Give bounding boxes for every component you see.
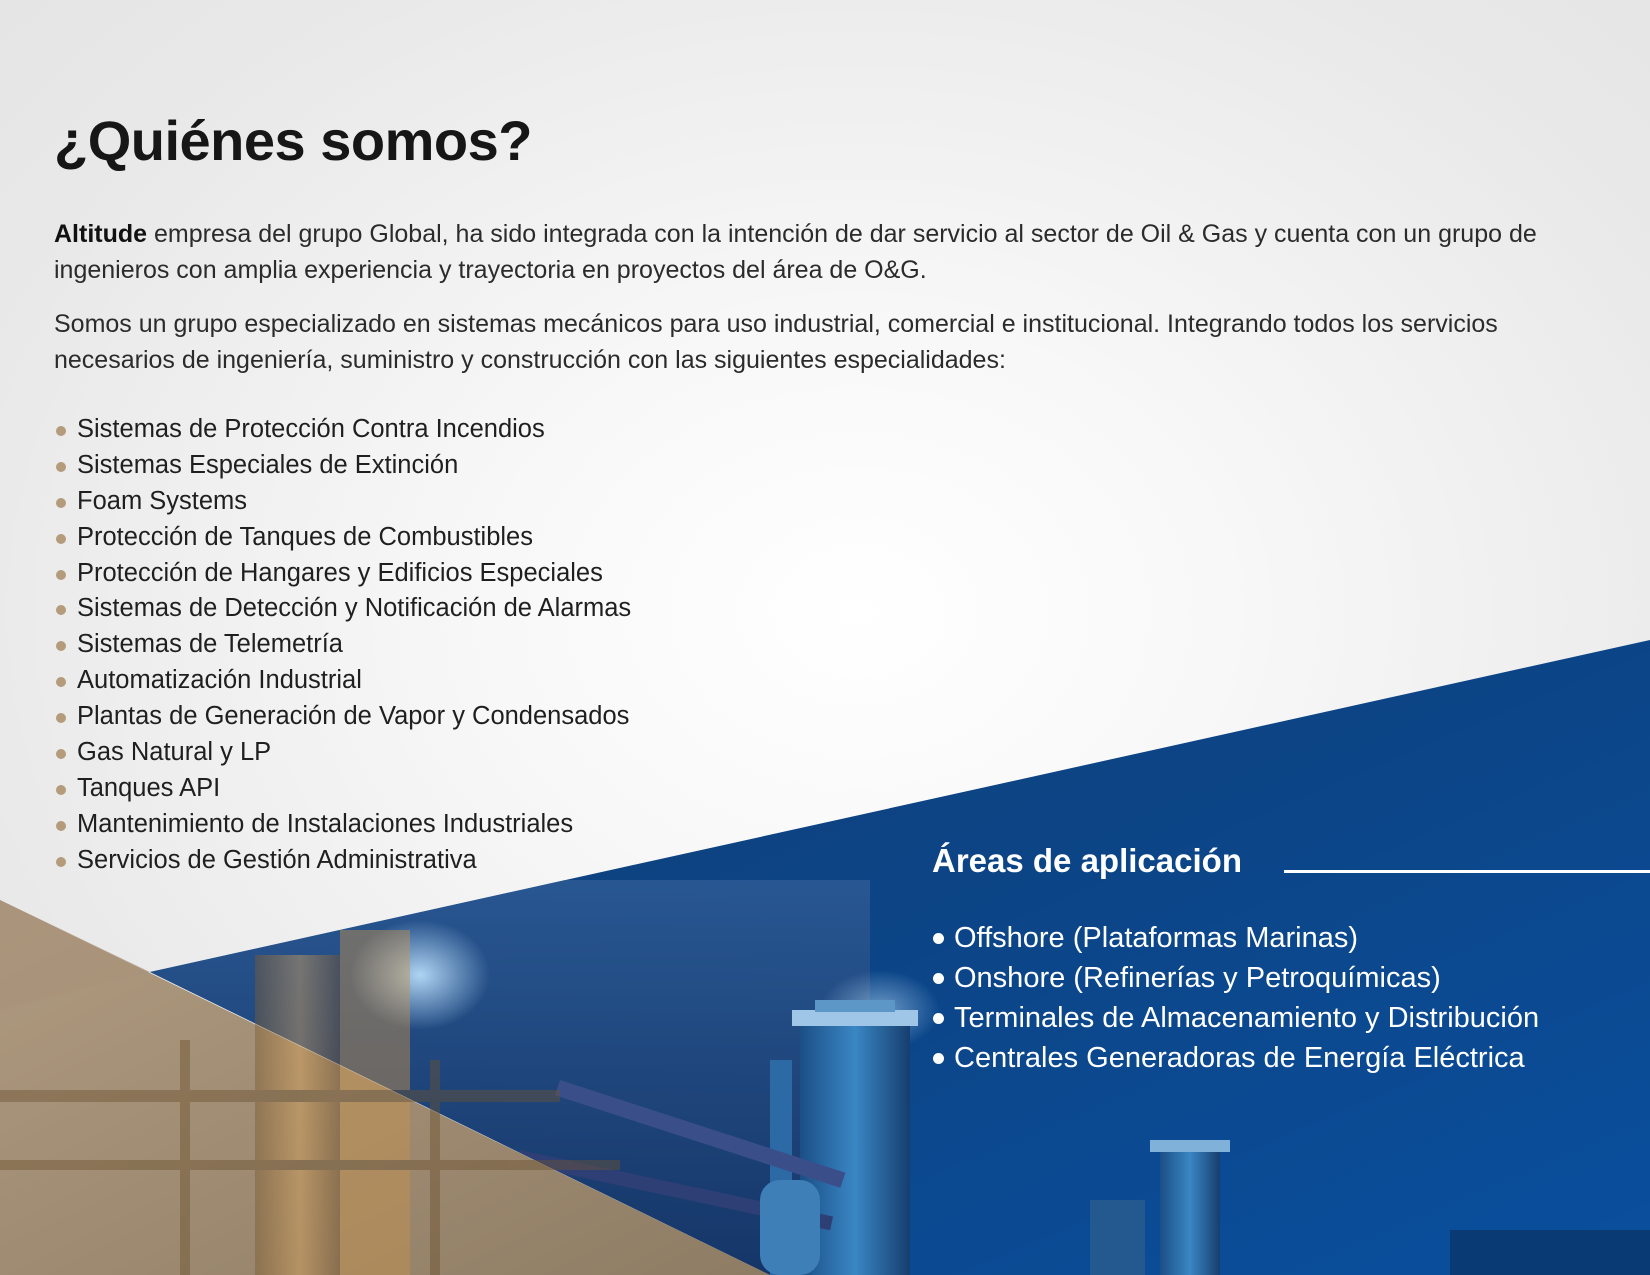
list-item-text: Protección de Hangares y Edificios Especiales [77,558,603,587]
list-item-text: Sistemas Especiales de Extinción [77,450,459,479]
list-item-text: Sistemas de Telemetría [77,630,343,659]
list-item [54,663,631,699]
list-item-text: Plantas de Generación de Vapor y Condensados [77,702,630,731]
bullet-icon [56,857,66,867]
bullet-icon [933,933,944,944]
list-item [54,591,631,627]
bullet-icon [56,426,66,436]
list-item-text: Servicios de Gestión Administrativa [77,845,477,874]
intro-text: empresa del grupo Global, ha sido integrada con la intención de dar servicio al sector de Oil & Gas y cuenta con un grupo de ingenieros con amplia experiencia y trayectoria en proyectos del área de O&G. [54,220,1537,284]
list-item [54,735,631,771]
list-item [54,412,631,448]
bullet-icon [56,498,66,508]
list-item-text: Terminales de Almacenamiento y Distribución [954,1002,1540,1034]
list-item [54,807,631,843]
specialties-list [54,412,631,879]
page-title: ¿Quiénes somos? [54,109,532,172]
list-item [932,918,1572,958]
bullet-icon [933,1013,944,1024]
areas-list [932,918,1572,1078]
list-item-text: Offshore (Plataformas Marinas) [954,922,1358,954]
list-item [54,484,631,520]
list-item-text: Mantenimiento de Instalaciones Industriales [77,809,574,838]
bullet-icon [56,713,66,723]
list-item [932,1038,1572,1078]
areas-heading: Áreas de aplicación [932,842,1242,879]
list-item-text: Sistemas de Protección Contra Incendios [77,415,545,443]
list-item-text: Sistemas de Detección y Notificación de Alarmas [77,594,632,623]
list-item-text: Tanques API [77,773,221,802]
list-item-text: Onshore (Refinerías y Petroquímicas) [954,962,1441,994]
bullet-icon [56,641,66,651]
list-item-text: Protección de Tanques de Combustibles [77,522,533,551]
list-item-text: Centrales Generadoras de Energía Eléctrica [954,1042,1525,1074]
bullet-icon [56,534,66,544]
bullet-icon [56,605,66,615]
list-item-text: Foam Systems [77,486,248,515]
bullet-icon [933,1053,944,1064]
bullet-icon [56,677,66,687]
list-item [54,556,631,592]
list-item [932,958,1572,998]
bullet-icon [56,570,66,580]
list-item-text: Automatización Industrial [77,666,362,695]
list-item-text: Gas Natural y LP [77,738,272,767]
bullet-icon [56,462,66,472]
list-item [54,627,631,663]
intro-paragraph [54,216,1594,288]
bullet-icon [56,785,66,795]
bullet-icon [56,821,66,831]
list-item [932,998,1572,1038]
list-item [54,843,631,879]
specialties-intro-paragraph: Somos un grupo especializado en sistemas mecánicos para uso industrial, comercial e institucional. Integrando todos los servicios necesarios de ingeniería, suministro y construcción con las siguientes especialidades: [54,310,1498,374]
list-item [54,699,631,735]
list-item [54,771,631,807]
list-item [54,520,631,556]
list-item [54,448,631,484]
brand-name: Altitude [54,220,148,248]
bullet-icon [933,973,944,984]
areas-heading-rule [1284,870,1650,873]
bullet-icon [56,749,66,759]
